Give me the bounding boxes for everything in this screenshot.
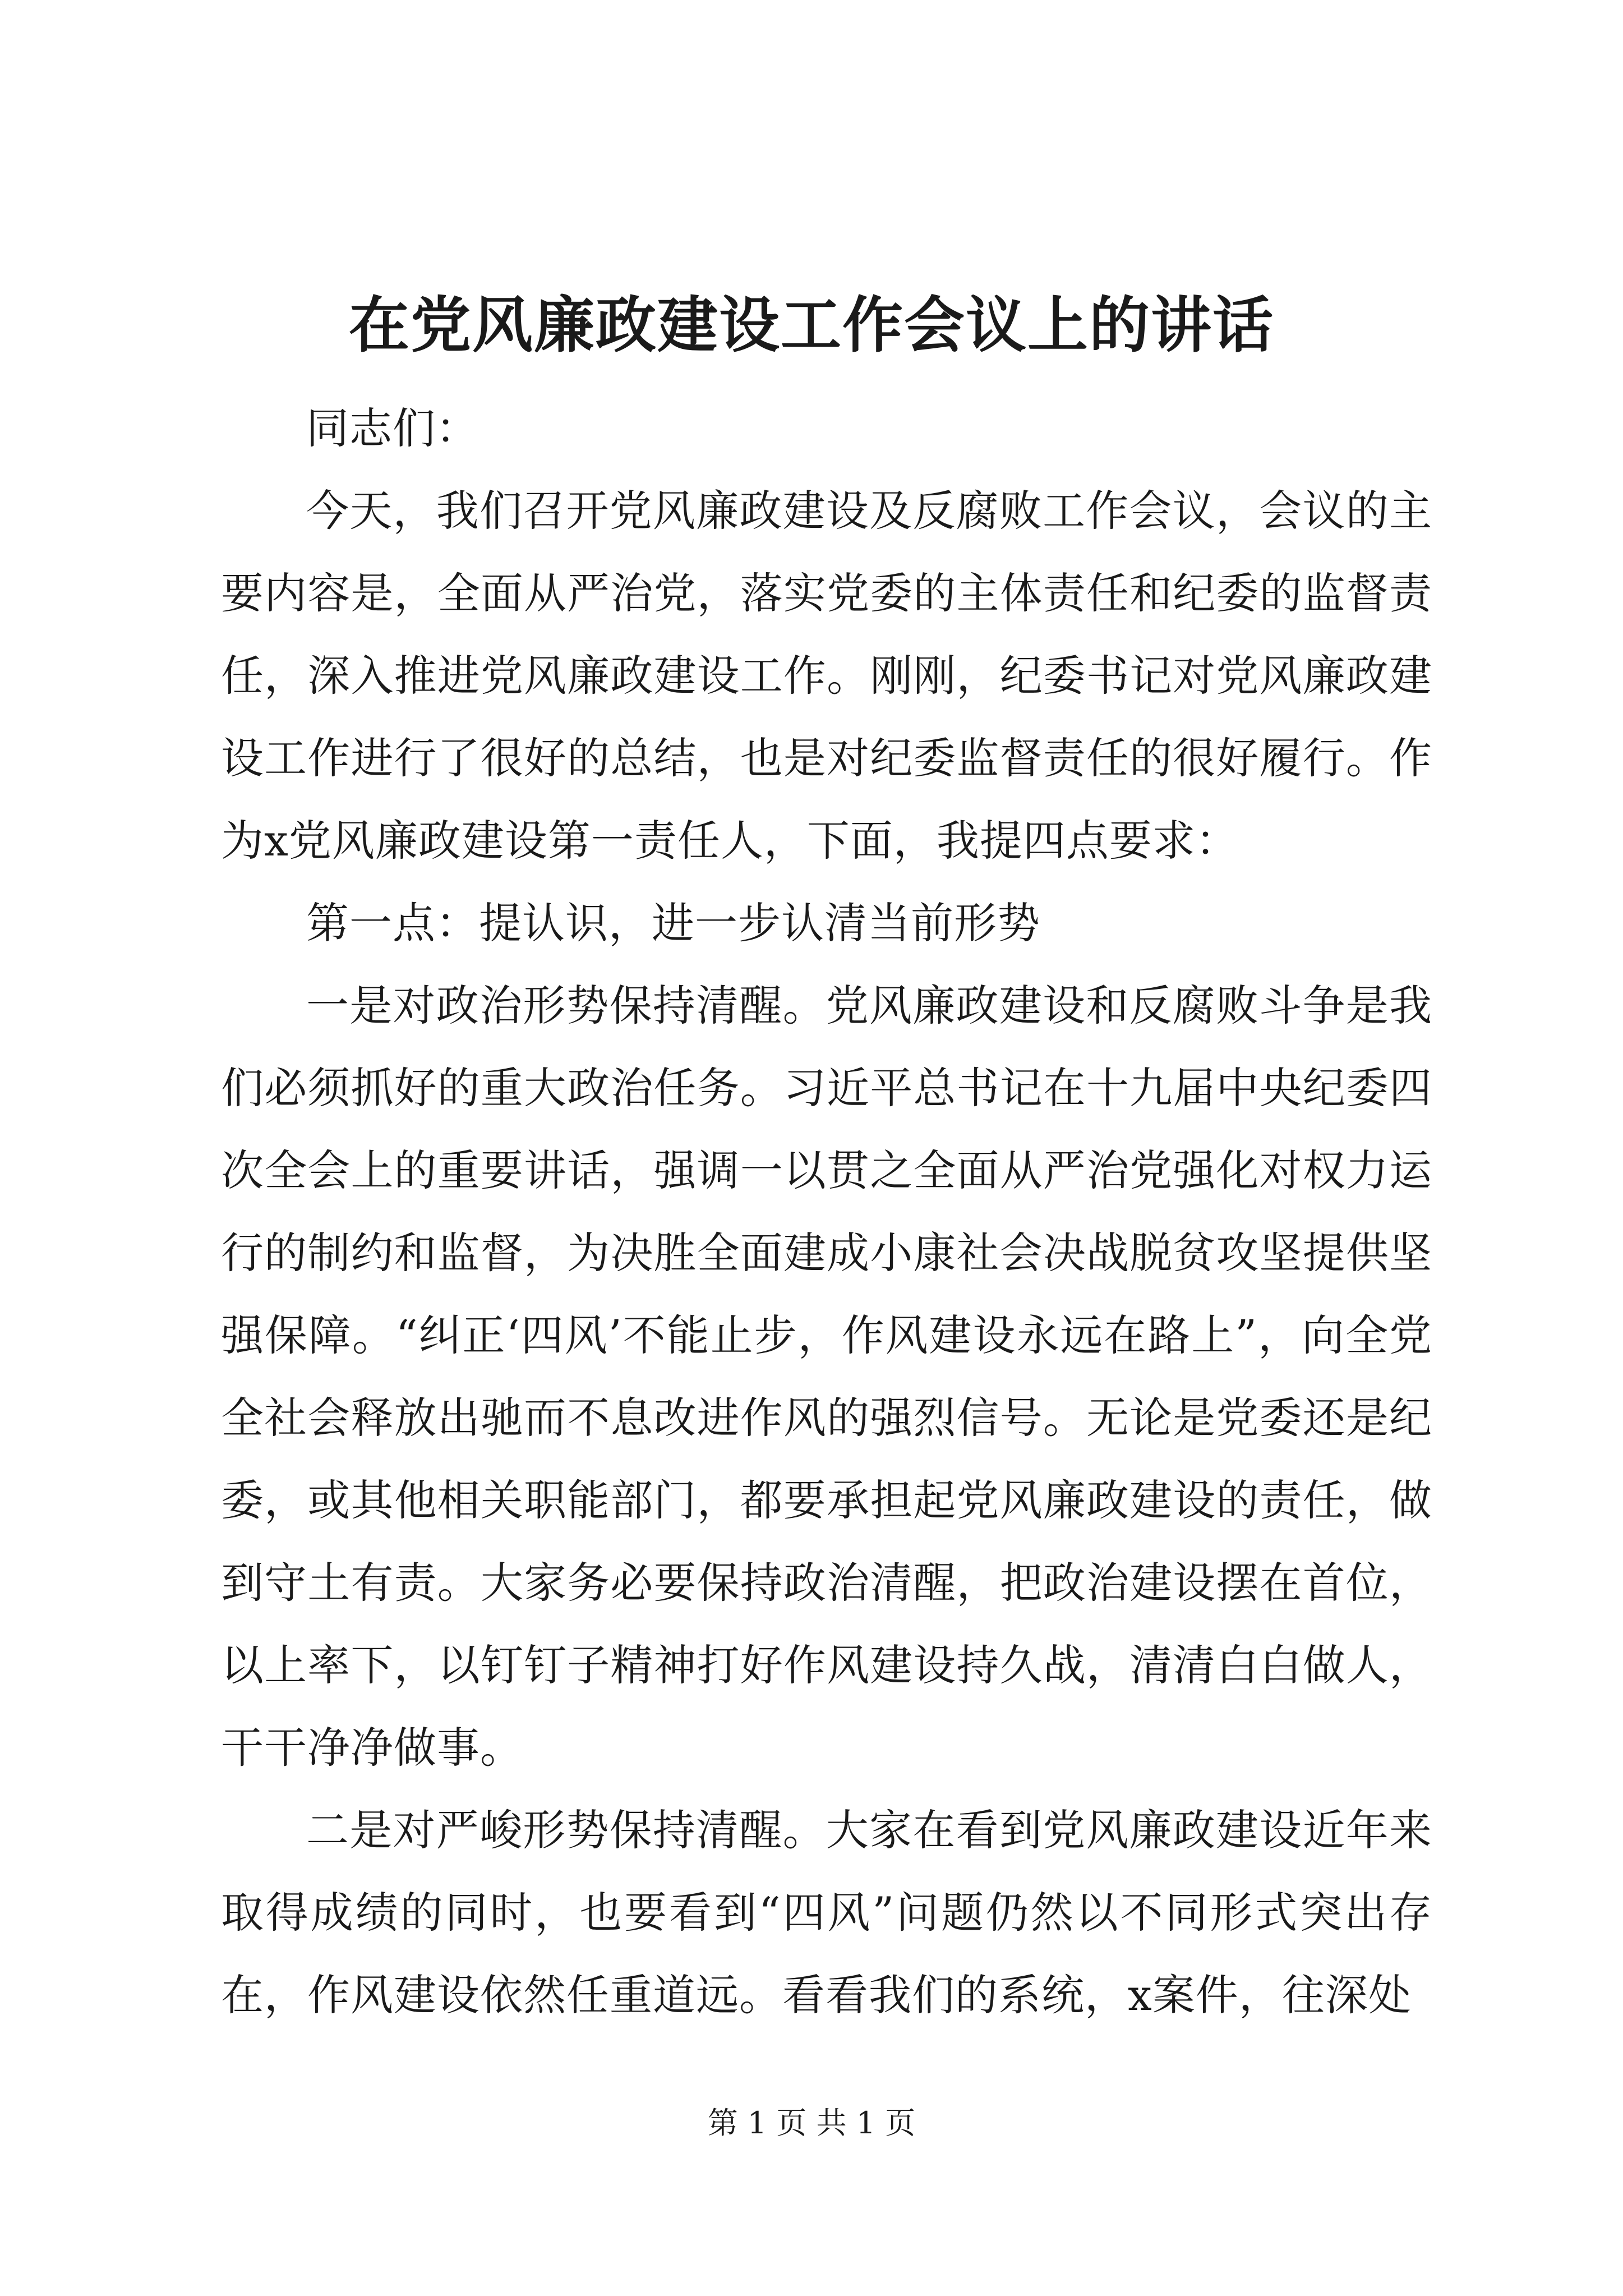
document-title: 在党风廉政建设工作会议上的讲话 [348, 290, 1274, 361]
page-number-footer: 第 1 页 共 1 页 [707, 2105, 916, 2141]
paragraph-severe-situation: 二是对严峻形势保持清醒。大家在看到党风廉政建设近年来取得成绩的同时，也要看到“四风”问题仍然以不同形式突出存在，作风建设依然任重道远。看看我们的系统，x案件，往深处 [221, 1805, 1432, 2020]
section-heading-point-one: 第一点：提认识，进一步认清当前形势 [306, 898, 1040, 948]
paragraph-political-situation: 一是对政治形势保持清醒。党风廉政建设和反腐败斗争是我们必须抓好的重大政治任务。习近平总书记在十九届中央纪委四次全会上的重要讲话，强调一以贯之全面从严治党强化对权力运行的制约和监督，为决胜全面建成小康社会决战脱贫攻坚提供坚强保障。“纠正‘四风’不能止步，作风建设永远在路上”，向全党全社会释放出驰而不息改进作风的强烈信号。无论是党委还是纪委，或其他相关职能部门，都要承担起党风廉政建设的责任，做到守土有责。大家务必要保持政治清醒，把政治建设摆在首位，以上率下，以钉钉子精神打好作风建设持久战，清清白白做人，干干净净做事。 [221, 981, 1432, 1773]
paragraph-intro: 今天，我们召开党风廉政建设及反腐败工作会议，会议的主要内容是，全面从严治党，落实党委的主体责任和纪委的监督责任，深入推进党风廉政建设工作。刚刚，纪委书记对党风廉政建设工作进行了很好的总结，也是对纪委监督责任的很好履行。作为x党风廉政建设第一责任人，下面，我提四点要求： [221, 486, 1432, 866]
salutation: 同志们： [306, 403, 479, 453]
document-body [221, 387, 1432, 2036]
